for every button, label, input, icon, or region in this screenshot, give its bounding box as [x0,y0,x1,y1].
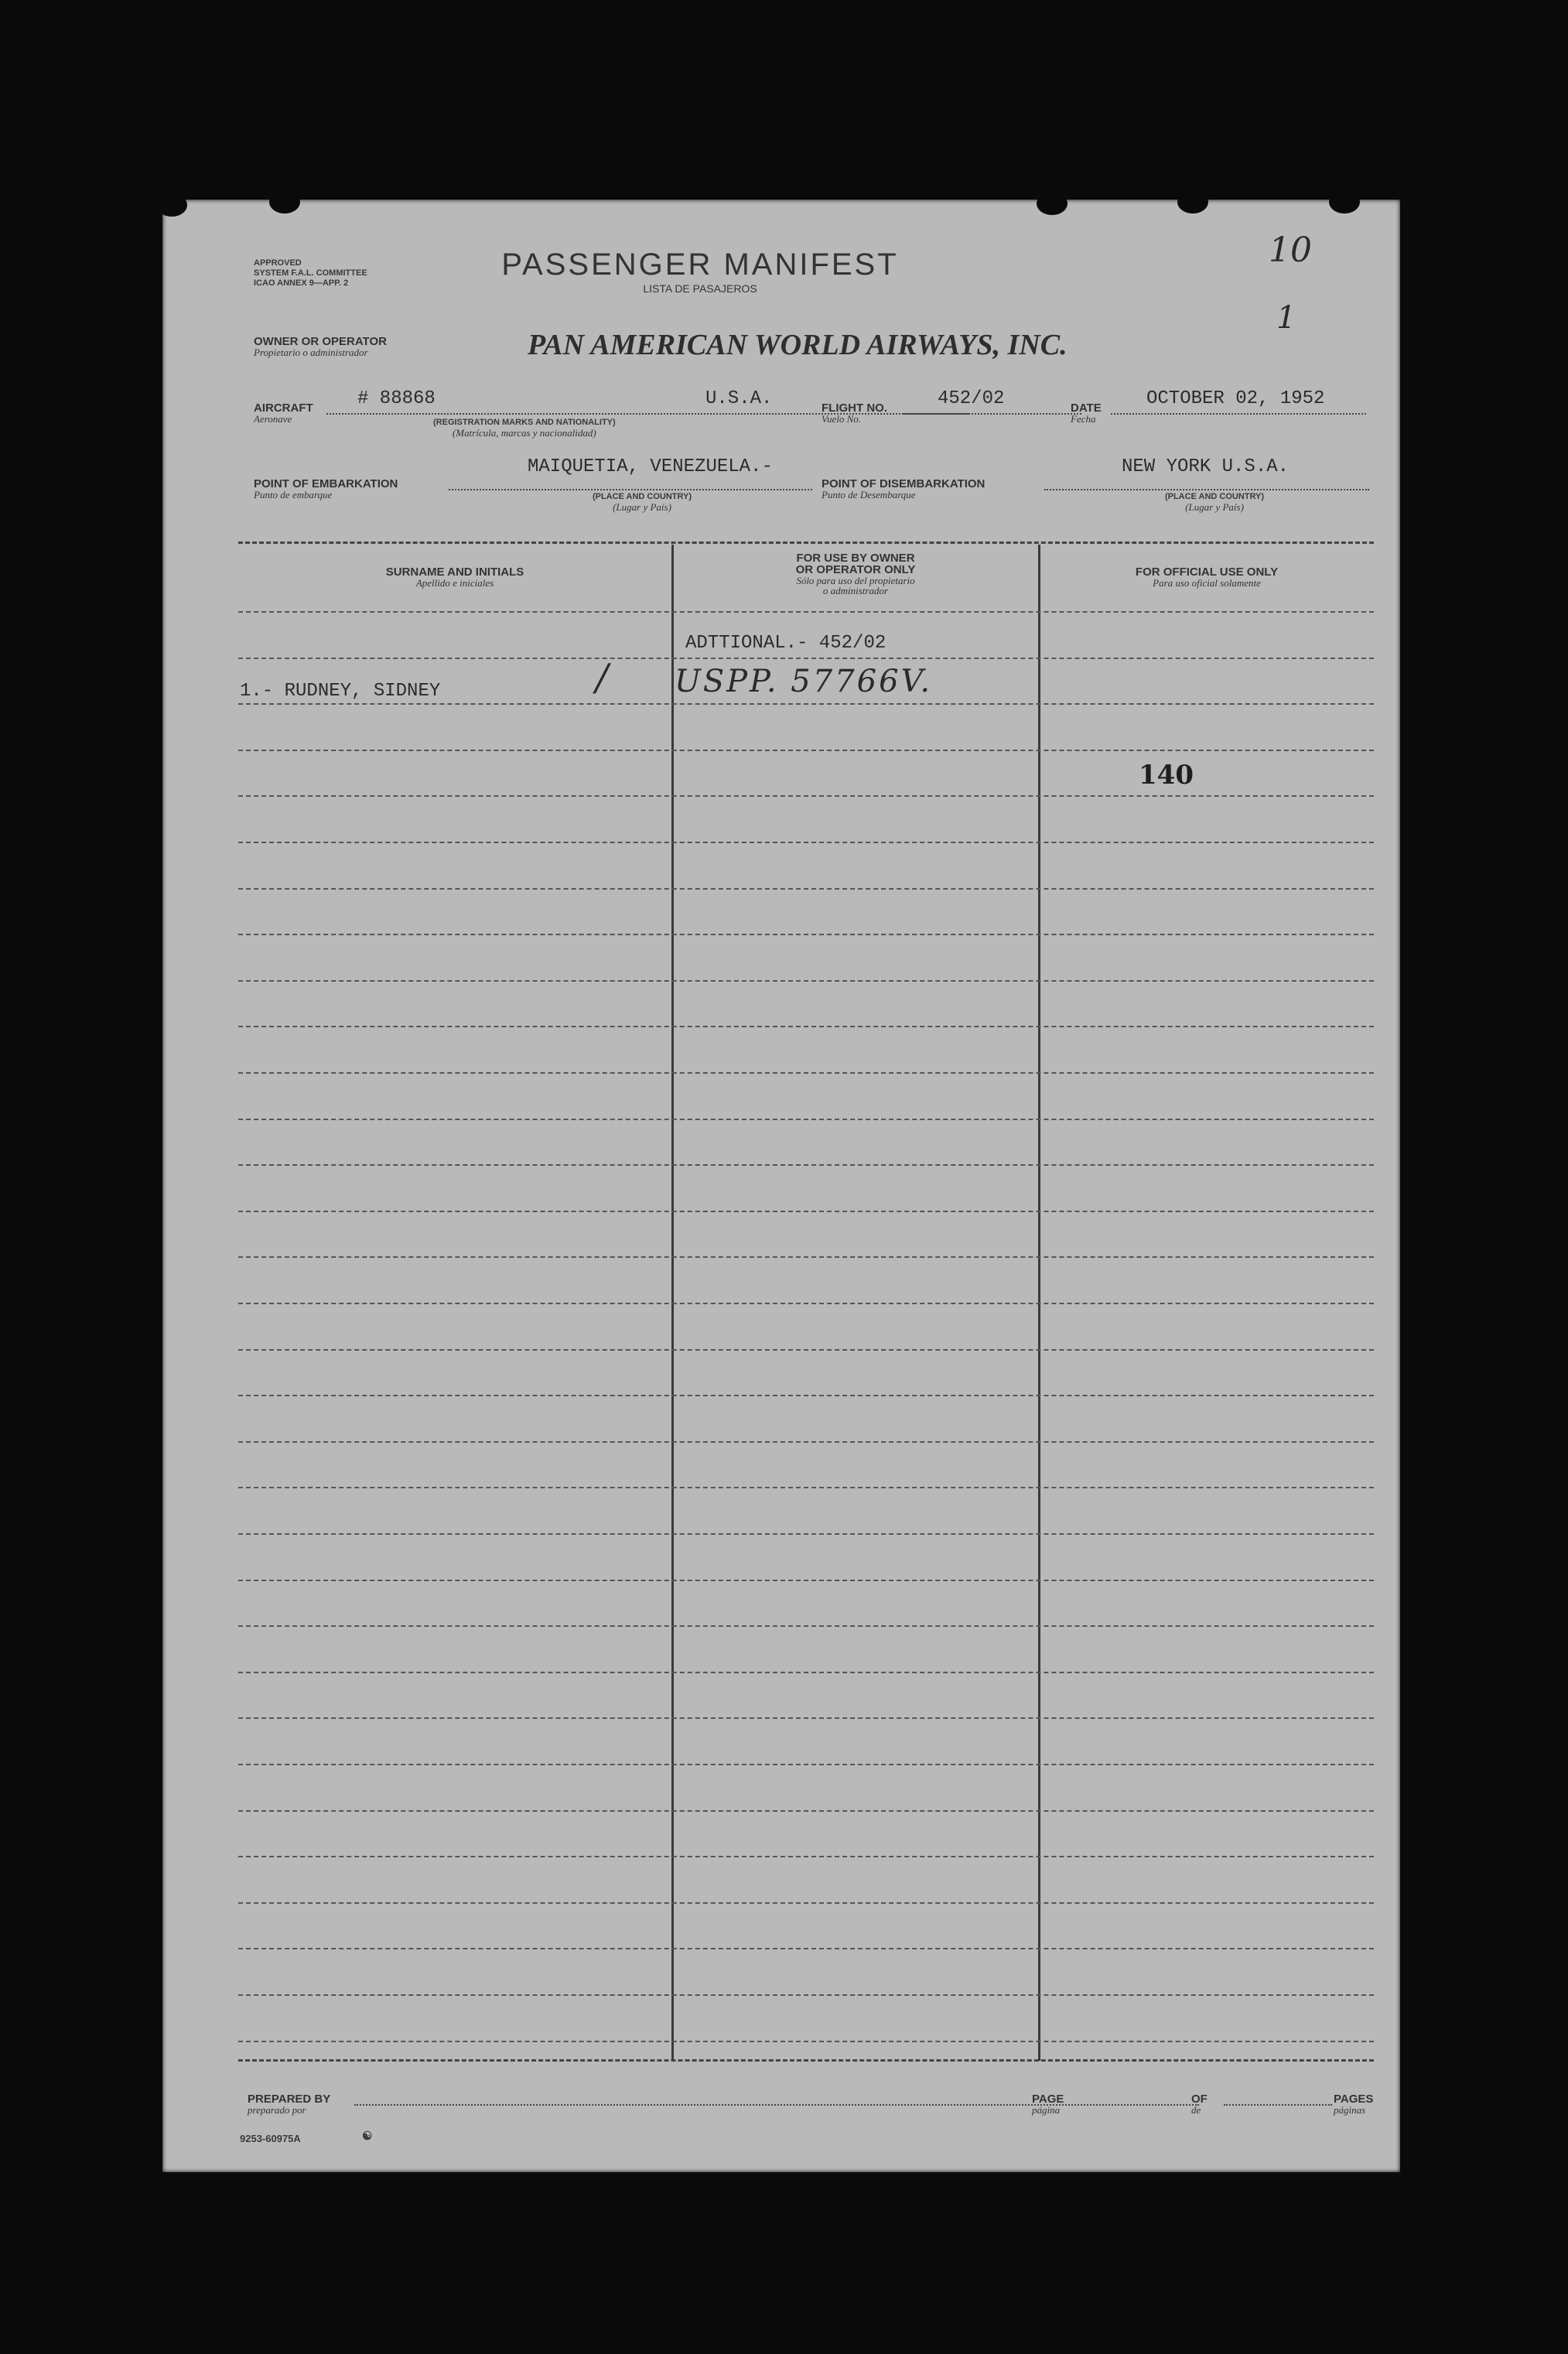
table-row-line [238,611,1374,613]
date-label-block [1071,402,1102,424]
table-row-line [238,1580,1374,1581]
table-row-line [238,658,1374,659]
table-row-line [238,1303,1374,1304]
table-row-line [238,1625,1374,1627]
check-mark: / [596,656,609,699]
disembarkation-label: POINT OF DISEMBARKATION [822,477,986,490]
aircraft-number: # 88868 [357,388,436,409]
table-bottom-rule [238,2059,1374,2062]
stamp-number: 140 [1139,760,1194,791]
table-row-line [238,1211,1374,1212]
approval-line: SYSTEM F.A.L. COMMITTEE [254,268,367,278]
embarkation-label-es: Punto de embarque [254,489,333,501]
disembarkation-caption-en: (PLACE AND COUNTRY) [1164,492,1265,501]
disembarkation-label-block [822,478,985,500]
table-row-line [238,1349,1374,1351]
table-row-line [238,1164,1374,1166]
official-header: FOR OFFICIAL USE ONLY [1135,565,1279,579]
owner-use-header-es: Sólo para uso del propietario [796,575,915,586]
of-label: OF [1191,2093,1208,2106]
passport-number: USPP. 57766V. [675,664,933,699]
of-label-es: de [1191,2104,1201,2116]
column-header-official [1040,566,1374,588]
column-header-owner-use [673,552,1038,596]
table-row-line [238,1672,1374,1673]
table-row-line [238,1533,1374,1535]
registration-caption-en: (REGISTRATION MARKS AND NATIONALITY) [433,418,616,427]
table-row-line [238,1119,1374,1120]
table-row-line [238,934,1374,935]
table-row-line [238,980,1374,982]
page-label-block [1032,2093,1064,2115]
table-row-line [238,703,1374,705]
embarkation-caption [557,492,727,512]
table-top-rule [238,542,1374,544]
punch-hole [1177,190,1208,214]
disembarkation-caption-es: (Lugar y País) [1185,501,1244,513]
date-fill-line [1111,413,1366,415]
table-row-line [238,795,1374,797]
approval-line: ICAO ANNEX 9—APP. 2 [254,278,349,288]
table-row-line [238,842,1374,843]
aircraft-label-es: Aeronave [254,413,292,425]
embarkation-label: POINT OF EMBARKATION [254,477,398,490]
owner-name: PAN AMERICAN WORLD AIRWAYS, INC. [528,329,1068,361]
disembarkation-caption [1129,492,1300,512]
owner-use-header-es: o administrador [822,585,889,596]
table-row-line [238,750,1374,751]
embarkation-value: MAIQUETIA, VENEZUELA.- [528,456,773,477]
official-header-es: Para uso oficial solamente [1153,577,1261,589]
page-label: PAGE [1032,2093,1064,2106]
table-row-line [238,1717,1374,1719]
form-number: 9253-60975A [240,2133,301,2144]
registration-caption-es: (Matrícula, marcas y nacionalidad) [452,427,596,439]
table-row-line [238,1395,1374,1396]
of-label-block [1191,2093,1208,2115]
table-row-line [238,1902,1374,1904]
corner-mark: 10 [1269,231,1312,270]
aircraft-label-block [254,402,313,424]
table-row-line [238,2041,1374,2042]
date-label: DATE [1071,401,1102,415]
date-label-es: Fecha [1071,413,1096,425]
approval-line: APPROVED [254,258,302,268]
pages-label-block [1334,2093,1373,2115]
punch-hole [269,190,300,214]
surname-header: SURNAME AND INITIALS [385,565,524,579]
embarkation-caption-en: (PLACE AND COUNTRY) [592,492,692,501]
column-header-surname [238,566,671,588]
prepared-by-label: PREPARED BY [248,2093,331,2106]
prepared-by-block [248,2093,330,2115]
aircraft-nationality: U.S.A. [705,388,773,409]
table-row-line [238,888,1374,890]
date-value: OCTOBER 02, 1952 [1146,388,1325,409]
table-row-line [238,1764,1374,1765]
flight-number: 452/02 [938,388,1005,409]
pages-label: PAGES [1334,2093,1374,2106]
flight-label-block [822,402,887,424]
embarkation-caption-es: (Lugar y País) [613,501,671,513]
of-fill-line [1224,2104,1332,2106]
owner-use-header: FOR USE BY OWNER [796,552,915,565]
embarkation-label-block [254,478,398,500]
owner-use-header: OR OPERATOR ONLY [795,563,916,576]
table-row-line [238,1256,1374,1258]
pages-label-es: páginas [1334,2104,1366,2116]
table-row-line [238,1487,1374,1488]
table-row-line [238,1856,1374,1857]
passenger-entry: 1.- RUDNEY, SIDNEY [240,681,441,702]
flight-label: FLIGHT NO. [822,401,887,415]
owner-label-block [254,336,387,357]
additional-flight-note: ADTTIONAL.- 452/02 [685,633,886,654]
table-row-line [238,1441,1374,1443]
aircraft-label: AIRCRAFT [254,401,313,415]
disembarkation-fill-line [1044,489,1369,490]
disembarkation-label-es: Punto de Desembarque [822,489,916,501]
disembarkation-value: NEW YORK U.S.A. [1122,456,1290,477]
owner-label-es: Propietario o administrador [254,347,368,358]
page-subtitle: LISTA DE PASAJEROS [643,282,757,295]
registration-caption [433,418,616,438]
prepared-by-fill-line [354,2104,1199,2106]
flight-fill-line [904,413,1081,415]
corner-mark: 1 [1276,300,1296,336]
page-label-es: página [1032,2104,1061,2116]
owner-label: OWNER OR OPERATOR [254,335,387,348]
embarkation-fill-line [449,489,812,490]
title-block [162,248,1400,295]
page-title: PASSENGER MANIFEST [501,248,899,282]
manifest-sheet [162,200,1400,2172]
flight-label-es: Vuelo No. [822,413,862,425]
table-row-line [238,1810,1374,1812]
punch-hole [156,193,187,217]
prepared-by-label-es: preparado por [248,2104,306,2116]
table-row-line [238,1026,1374,1027]
punch-hole [1329,190,1360,214]
table-row-line [238,1948,1374,1949]
union-label-icon: ☯ [362,2130,373,2143]
surname-header-es: Apellido e iniciales [415,577,494,589]
table-row-line [238,1994,1374,1996]
table-row-line [238,1072,1374,1074]
punch-hole [1037,192,1068,215]
